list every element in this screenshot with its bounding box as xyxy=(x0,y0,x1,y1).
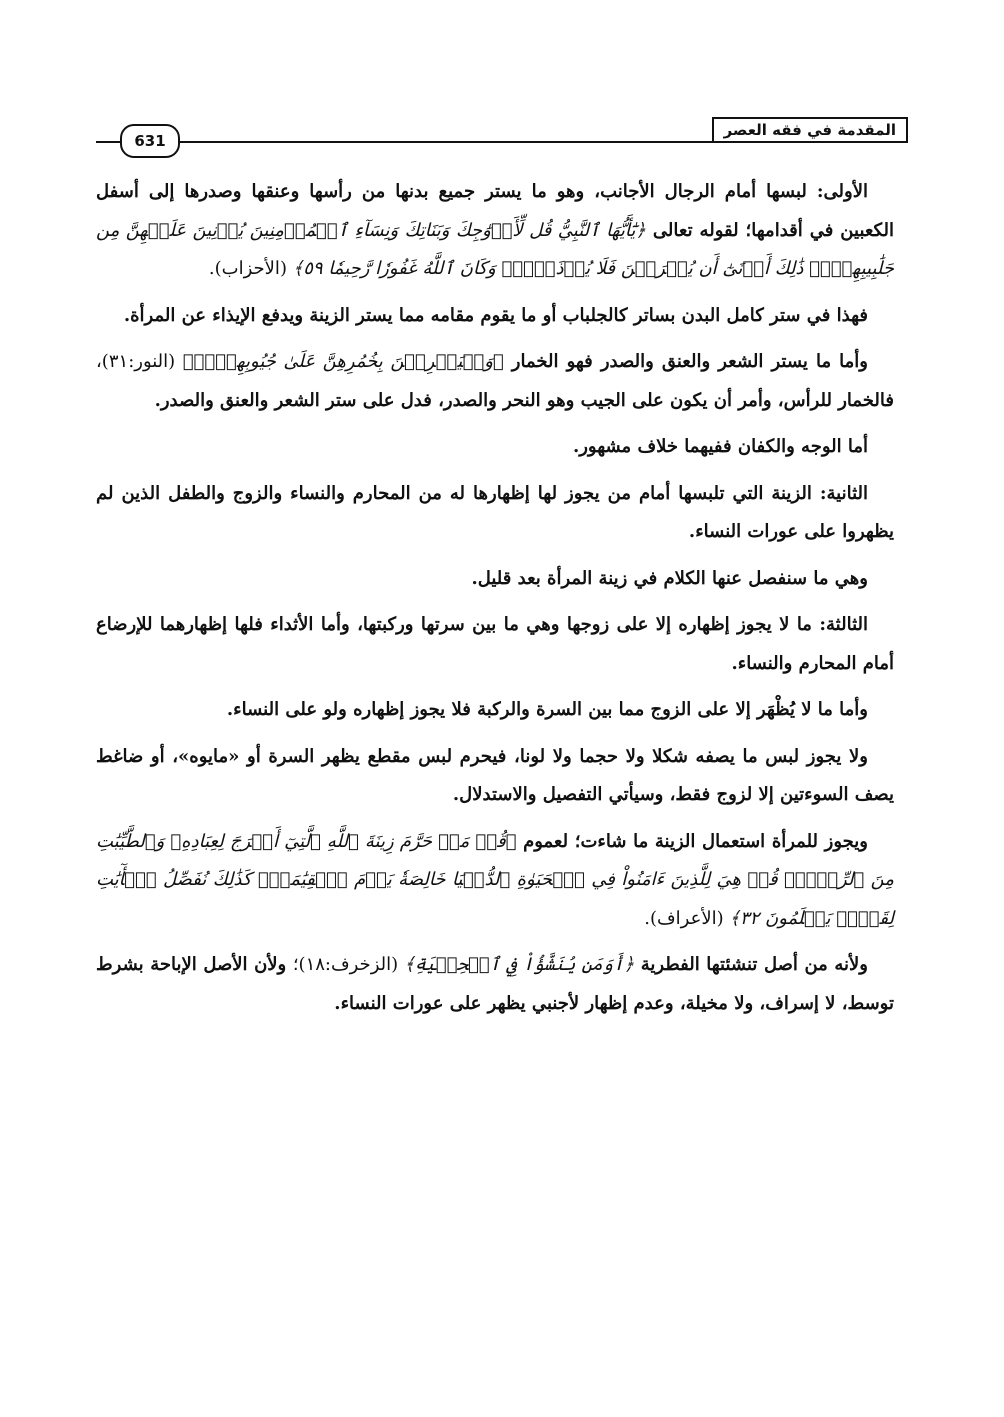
paragraph-text: ولا يجوز لبس ما يصفه شكلا ولا حجما ولا لونا، فيحرم لبس مقطع يظهر السرة أو «مايوه»، أو ضاغط يصف السوءتين إلا لزوج فقط، وسيأتي التفصيل والاستدلال. xyxy=(96,745,894,805)
paragraph xyxy=(96,343,894,420)
paragraph xyxy=(96,428,894,467)
paragraph-text: الأولى: لبسها أمام الرجال الأجانب، وهو ما يستر جميع بدنها من رأسها وعنقها وصدرها إلى أسفل الكعبين في أقدامها؛ لقوله تعالى xyxy=(96,181,894,241)
paragraph-text: ويجوز للمرأة استعمال الزينة ما شاءت؛ لعموم xyxy=(516,830,868,852)
paragraph xyxy=(96,946,894,1023)
verse-reference: (النور:٣١)، xyxy=(96,351,183,372)
verse-reference: (الأعراف). xyxy=(644,907,730,929)
paragraph xyxy=(96,297,894,336)
paragraph-text: وأما ما يستر الشعر والعنق والصدر فهو الخمار xyxy=(503,351,869,372)
paragraph xyxy=(96,475,894,552)
paragraph-text: ولأنه من أصل تنشئتها الفطرية xyxy=(634,954,868,975)
verse-reference: (الأحزاب). xyxy=(208,258,293,279)
verse-reference: (الزخرف:١٨)؛ xyxy=(292,954,405,975)
paragraph xyxy=(96,606,894,683)
paragraph-text: أما الوجه والكفان ففيهما خلاف مشهور. xyxy=(572,436,868,457)
quran-verse: ﴿وَلۡيَضۡرِبۡنَ بِخُمُرِهِنَّ عَلَىٰ جُيُوبِهِنَّۖ﴾ xyxy=(182,351,504,372)
paragraph-text: فهذا في ستر كامل البدن بساتر كالجلباب أو ما يقوم مقامه مما يستر الزينة ويدفع الإيذاء عن المرأة. xyxy=(123,304,868,326)
paragraph-text-continued: فالخمار للرأس، وأمر أن يكون على الجيب وهو النحر والصدر، فدل على ستر الشعر والعنق والصدر. xyxy=(154,389,894,411)
paragraph-text: الثالثة: ما لا يجوز إظهاره إلا على زوجها وهي ما بين سرتها وركبتها، وأما الأثداء فلها إظهارهما للإرضاع أمام المحارم والنساء. xyxy=(96,614,894,674)
quran-verse: ﴿أَوَمَن يُنَشَّؤُاْ فِي ٱلۡحِلۡيَةِ﴾ xyxy=(404,954,635,975)
quran-verse: ﴿قُلۡ مَنۡ حَرَّمَ زِينَةَ ٱللَّهِ ٱلَّتِيٓ أَخۡرَجَ لِعِبَادِهِۦ وَٱلطَّيِّبَٰتِ مِنَ ٱلرِّزۡقِۚ قُلۡ هِيَ لِلَّذِينَ ءَامَنُواْ فِي ٱلۡحَيَوٰةِ ٱلدُّنۡيَا خَالِصَةٗ يَوۡمَ ٱلۡقِيَٰمَةِۗ كَذَٰلِكَ نُفَصِّلُ ٱلۡأٓيَٰتِ لِقَوۡمٖ يَعۡلَمُونَ ٣٢﴾ xyxy=(96,830,894,929)
paragraph xyxy=(96,823,894,939)
paragraph-text: وأما ما لا يُظْهَر إلا على الزوج مما بين السرة والركبة فلا يجوز إظهاره ولو على النساء. xyxy=(226,699,868,720)
paragraph-text: الثانية: الزينة التي تلبسها أمام من يجوز لها إظهارها له من المحارم والنساء والزوج والطفل الذين لم يظهروا على عورات النساء. xyxy=(96,482,894,542)
header-rule xyxy=(96,141,908,143)
running-title: المقدمة في فقه العصر xyxy=(712,117,908,141)
page-number: 631 xyxy=(120,124,180,158)
paragraph xyxy=(96,173,894,289)
paragraph xyxy=(96,560,894,599)
paragraph xyxy=(96,738,894,815)
page-body xyxy=(96,173,894,1031)
paragraph-text-continued: ولأن الأصل الإباحة بشرط توسط، لا إسراف، ولا مخيلة، وعدم إظهار لأجنبي يظهر على عورات النساء. xyxy=(96,954,894,1014)
quran-verse: ﴿يَٰٓأَيُّهَا ٱلنَّبِيُّ قُل لِّأَزۡوَٰجِكَ وَبَنَاتِكَ وَنِسَآءِ ٱلۡمُؤۡمِنِينَ يُدۡنِينَ عَلَيۡهِنَّ مِن جَلَٰبِيبِهِنَّۚ ذَٰلِكَ أَدۡنَىٰٓ أَن يُعۡرَفۡنَ فَلَا يُؤۡذَيۡنَۗ وَكَانَ ٱللَّهُ غَفُورٗا رَّحِيمٗا ٥٩﴾ xyxy=(96,219,894,279)
paragraph xyxy=(96,691,894,730)
paragraph-text: وهي ما سنفصل عنها الكلام في زينة المرأة بعد قليل. xyxy=(471,567,868,589)
